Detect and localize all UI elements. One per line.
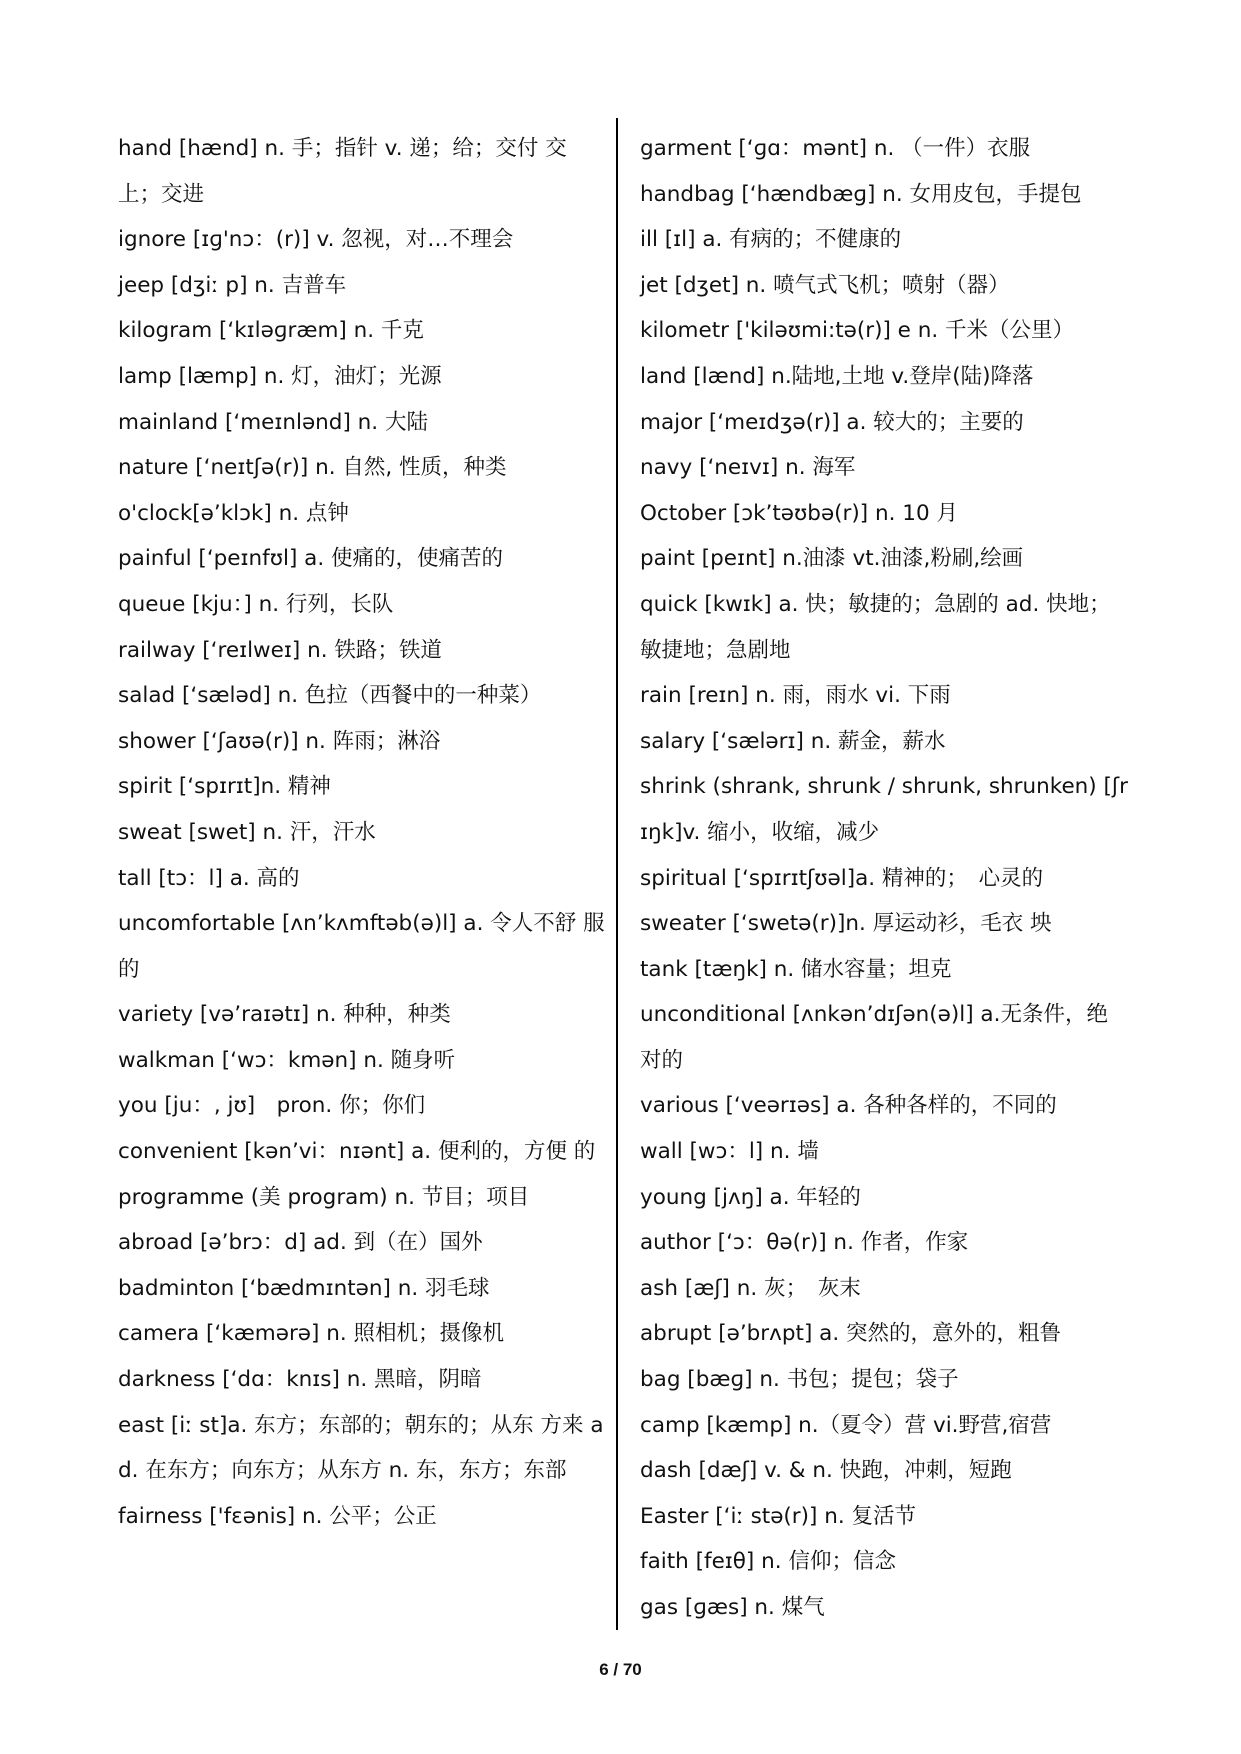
vocab-entry: Easter [‘iː stə(r)] n. 复活节 — [640, 1503, 917, 1529]
vocab-entry: abroad [ə’brɔ：d] ad. 到（在）国外 — [118, 1230, 483, 1256]
vocab-entry: ash [æʃ] n. 灰； 灰末 — [640, 1275, 861, 1301]
vocab-entry: queue [kju：] n. 行列，长队 — [118, 591, 394, 617]
vocab-entry: spiritual [‘spɪrɪtʃʊəl]a. 精神的； 心灵的 — [640, 865, 1044, 891]
vocab-entry: nature [‘neɪtʃə(r)] n. 自然, 性质，种类 — [118, 455, 507, 481]
vocab-entry: convenient [kən’vi：nɪənt] a. 便利的，方便 的 — [118, 1139, 596, 1165]
vocab-entry: darkness [‘dɑ：knɪs] n. 黑暗，阴暗 — [118, 1367, 482, 1393]
vocab-entry: rain [reɪn] n. 雨，雨水 vi. 下雨 — [640, 683, 951, 709]
vocab-entry: sweat [swet] n. 汗，汗水 — [118, 819, 376, 845]
vocab-entry: faith [feɪθ] n. 信仰；信念 — [640, 1549, 896, 1575]
vocab-entry: bag [bæɡ] n. 书包；提包；袋子 — [640, 1367, 959, 1393]
vocab-entry: ill [ɪl] a. 有病的；不健康的 — [640, 227, 902, 253]
vocab-entry: abrupt [ə’brʌpt] a. 突然的，意外的，粗鲁 — [640, 1321, 1062, 1347]
vocab-entry: major [‘meɪdʒə(r)] a. 较大的；主要的 — [640, 409, 1024, 435]
vocab-entry: quick [kwɪk] a. 快；敏捷的；急剧的 ad. 快地；敏捷地；急剧地 — [640, 591, 1111, 663]
vocab-entry: kilometr ['kiləʊmi:tə(r)] e n. 千米（公里） — [640, 318, 1075, 344]
vocab-entry: fairness ['fɛənis] n. 公平；公正 — [118, 1503, 437, 1529]
vocab-entry: author [‘ɔ：θə(r)] n. 作者，作家 — [640, 1230, 969, 1256]
vocab-entry: gas [ɡæs] n. 煤气 — [640, 1595, 825, 1620]
vocab-entry: sweater [‘swetə(r)]n. 厚运动衫，毛衣 坱 — [640, 911, 1052, 937]
vocab-entry: salary [‘sælərɪ] n. 薪金，薪水 — [640, 728, 946, 754]
vocab-entry: wall [wɔ：l] n. 墙 — [640, 1139, 819, 1165]
vocab-entry: programme (美 program) n. 节目；项目 — [118, 1184, 530, 1210]
vocab-entry: o'clock[ə’klɔk] n. 点钟 — [118, 500, 349, 526]
vocab-entry: young [jʌŋ] a. 年轻的 — [640, 1184, 861, 1210]
vocab-entry: badminton [‘bædmɪntən] n. 羽毛球 — [118, 1275, 490, 1301]
vocab-entry: handbag [‘hændbæɡ] n. 女用皮包，手提包 — [640, 181, 1082, 207]
vocab-entry: hand [hænd] n. 手；指针 v. 递；给；交付 交上；交进 — [118, 136, 567, 207]
vocab-entry: spirit [‘spɪrɪt]n. 精神 — [118, 774, 331, 800]
vocab-entry: jet [dʒet] n. 喷气式飞机；喷射（器） — [640, 272, 1010, 298]
left-column — [118, 126, 608, 1539]
vocab-entry: various [‘veərɪəs] a. 各种各样的，不同的 — [640, 1093, 1057, 1119]
vocab-entry: uncomfortable [ʌn’kʌmftəb(ə)l] a. 令人不舒 服的 — [118, 911, 605, 982]
vocab-entry: railway [‘reɪlweɪ] n. 铁路；铁道 — [118, 637, 442, 663]
page-number: 6 / 70 — [599, 1660, 642, 1679]
vocab-entry: kilogram [‘kɪləɡræm] n. 千克 — [118, 318, 424, 344]
vocab-entry: tall [tɔ：l] a. 高的 — [118, 865, 300, 891]
vocab-entry: ignore [ɪɡ'nɔ：(r)] v. 忽视，对…不理会 — [118, 227, 514, 253]
vocab-entry: tank [tæŋk] n. 储水容量；坦克 — [640, 956, 952, 982]
vocab-entry: painful [‘peɪnfʊl] a. 使痛的，使痛苦的 — [118, 546, 504, 572]
vocab-entry: shrink (shrank, shrunk / shrunk, shrunken) [ʃrɪŋk]v. 缩小，收缩，减少 — [640, 774, 1128, 845]
vocab-entry: unconditional [ʌnkən’dɪʃən(ə)l] a.无条件，绝 对的 — [640, 1002, 1108, 1073]
right-column — [640, 126, 1130, 1631]
vocab-entry: shower [‘ʃaʊə(r)] n. 阵雨；淋浴 — [118, 728, 441, 754]
vocab-entry: mainland [‘meɪnlənd] n. 大陆 — [118, 409, 428, 435]
vocab-entry: jeep [dʒiː p] n. 吉普车 — [118, 272, 347, 298]
vocab-entry: dash [dæʃ] v. & n. 快跑，冲刺，短跑 — [640, 1458, 1012, 1484]
vocab-entry: lamp [læmp] n. 灯，油灯；光源 — [118, 363, 442, 389]
vocab-entry: walkman [‘wɔ：kmən] n. 随身听 — [118, 1047, 456, 1073]
vocab-entry: camp [kæmp] n.（夏令）营 vi.野营,宿营 — [640, 1412, 1052, 1438]
vocab-entry: east [iː st]a. 东方；东部的；朝东的；从东 方来 ad. 在东方；向东方；从东方 n. 东，东方；东部 — [118, 1412, 604, 1484]
vocab-entry: land [lænd] n.陆地,土地 v.登岸(陆)降落 — [640, 363, 1034, 389]
column-divider — [616, 118, 618, 1630]
vocab-entry: October [ɔk’təʊbə(r)] n. 10 月 — [640, 500, 958, 526]
vocab-entry: variety [və’raɪətɪ] n. 种种，种类 — [118, 1002, 451, 1028]
vocab-entry: navy [‘neɪvɪ] n. 海军 — [640, 455, 856, 481]
vocab-entry: you [ju：, jʊ] pron. 你；你们 — [118, 1093, 426, 1119]
vocab-entry: garment [‘ɡɑ：mənt] n. （一件）衣服 — [640, 136, 1031, 161]
vocab-entry: paint [peɪnt] n.油漆 vt.油漆,粉刷,绘画 — [640, 546, 1024, 572]
vocab-entry: camera [‘kæmərə] n. 照相机；摄像机 — [118, 1321, 505, 1347]
vocab-entry: salad [‘sæləd] n. 色拉（西餐中的一种菜） — [118, 683, 542, 709]
